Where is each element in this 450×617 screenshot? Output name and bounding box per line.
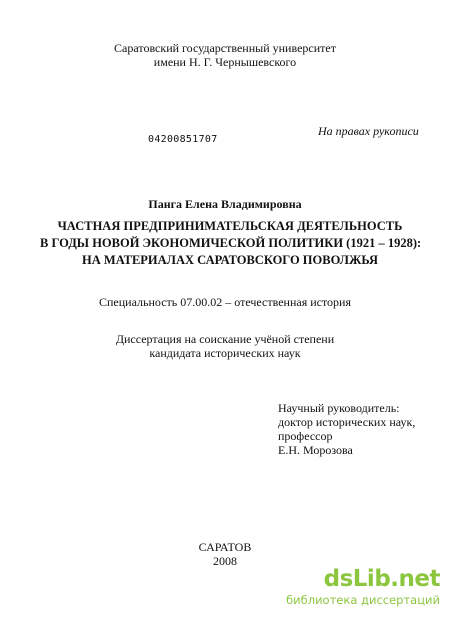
supervisor-rank: профессор <box>278 429 333 443</box>
university-block <box>0 41 450 69</box>
catalog-code: 04200851707 <box>148 134 218 145</box>
rights-note: На правах рукописи <box>318 124 419 138</box>
university-name: Саратовский государственный университет <box>114 41 336 55</box>
watermark-logo: dsLib.net <box>323 566 440 592</box>
title-line-2: В ГОДЫ НОВОЙ ЭКОНОМИЧЕСКОЙ ПОЛИТИКИ (1921 – 1928): <box>40 236 422 250</box>
supervisor-degree: доктор исторических наук, <box>278 415 416 429</box>
author-name: Панга Елена Владимировна <box>148 197 302 211</box>
supervisor-label: Научный руководитель: <box>278 401 400 415</box>
degree-line-1: Диссертация на соискание учёной степени <box>115 332 335 346</box>
dissertation-title <box>40 218 420 269</box>
degree-line-2: кандидата исторических наук <box>149 346 301 360</box>
watermark-subtitle: библиотека диссертаций <box>286 593 440 607</box>
title-line-1: ЧАСТНАЯ ПРЕДПРИНИМАТЕЛЬСКАЯ ДЕЯТЕЛЬНОСТЬ <box>57 219 403 233</box>
degree-block <box>0 332 450 360</box>
dslib-watermark <box>282 566 446 612</box>
specialty: Специальность 07.00.02 – отечественная история <box>99 295 351 309</box>
place-year-block <box>0 540 450 568</box>
supervisor-name: Е.Н. Морозова <box>278 443 353 457</box>
city: САРАТОВ <box>198 540 252 554</box>
university-honorific: имени Н. Г. Чернышевского <box>153 55 297 69</box>
supervisor-block <box>278 401 415 457</box>
title-line-3: НА МАТЕРИАЛАХ САРАТОВСКОГО ПОВОЛЖЬЯ <box>82 253 378 267</box>
year: 2008 <box>213 554 237 568</box>
